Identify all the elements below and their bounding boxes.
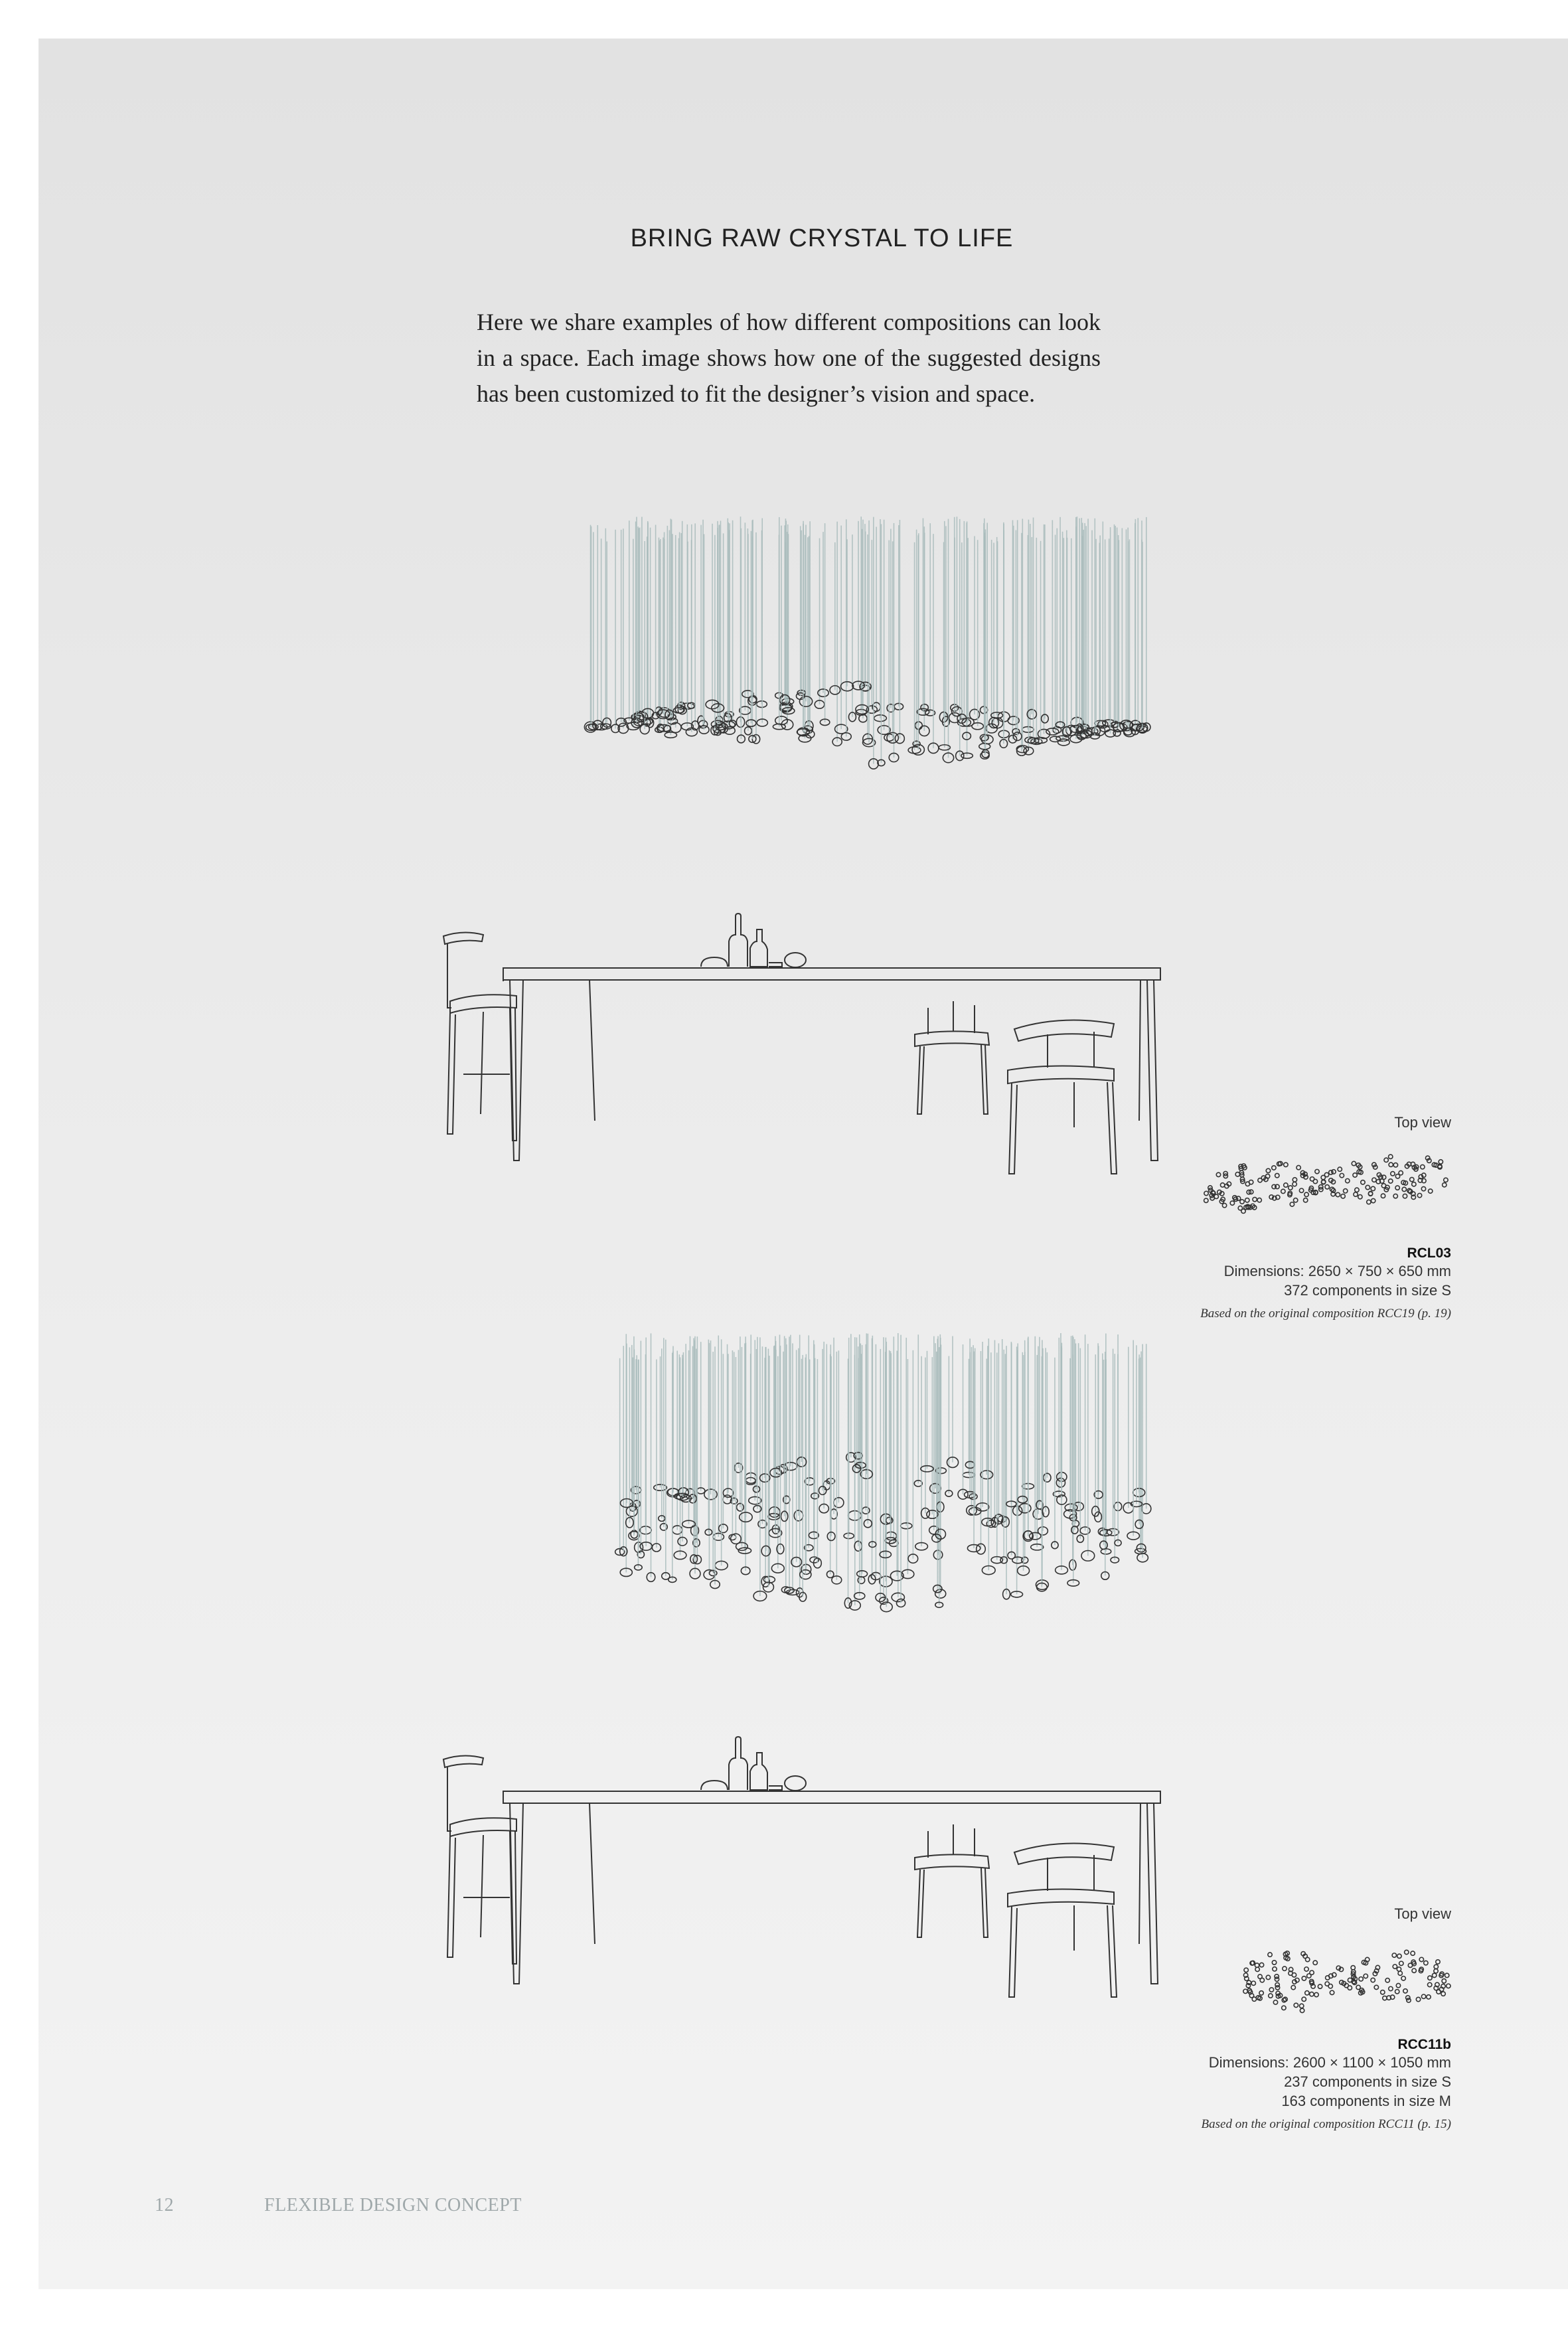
- composition-components: 237 components in size S: [1284, 2073, 1451, 2090]
- composition-components: 163 components in size M: [1281, 2093, 1451, 2109]
- composition-dimensions: Dimensions: 2650 × 750 × 650 mm: [1223, 1263, 1451, 1279]
- intro-paragraph: Here we share examples of how different compositions can look in a space. Each image shows how one of the suggested designs has been customized to fit the designer’s vision and space.: [477, 309, 1101, 407]
- composition-origin-reference: Based on the original composition RCC19 (p. 19): [1200, 1307, 1451, 1321]
- composition-info-rcc11b: [986, 2037, 1451, 2132]
- composition-info-rcl03: [986, 1245, 1451, 1321]
- composition-code: RCL03: [1407, 1245, 1451, 1261]
- composition-code: RCC11b: [1397, 2037, 1451, 2052]
- page: [39, 39, 1568, 2289]
- section-title: FLEXIBLE DESIGN CONCEPT: [264, 2195, 522, 2215]
- page-number: 12: [155, 2195, 174, 2215]
- dining-scene-illustration-1: [384, 875, 1247, 1180]
- chandelier-illustration-rcl03: [583, 510, 1154, 862]
- top-view-illustration-rcl03: [1200, 1146, 1452, 1219]
- composition-origin-reference: Based on the original composition RCC11 (p. 15): [1201, 2117, 1451, 2131]
- top-view-label-2: Top view: [1394, 1905, 1451, 1922]
- top-view-illustration-rcc11b: [1240, 1937, 1452, 2024]
- dining-scene-illustration-2: [384, 1698, 1247, 2004]
- composition-components: 372 components in size S: [1284, 1282, 1451, 1299]
- top-view-label-1: Top view: [1394, 1114, 1451, 1131]
- page-title: BRING RAW CRYSTAL TO LIFE: [630, 224, 1014, 252]
- chandelier-illustration-rcc11b: [609, 1326, 1154, 1698]
- composition-dimensions: Dimensions: 2600 × 1100 × 1050 mm: [1208, 2054, 1451, 2071]
